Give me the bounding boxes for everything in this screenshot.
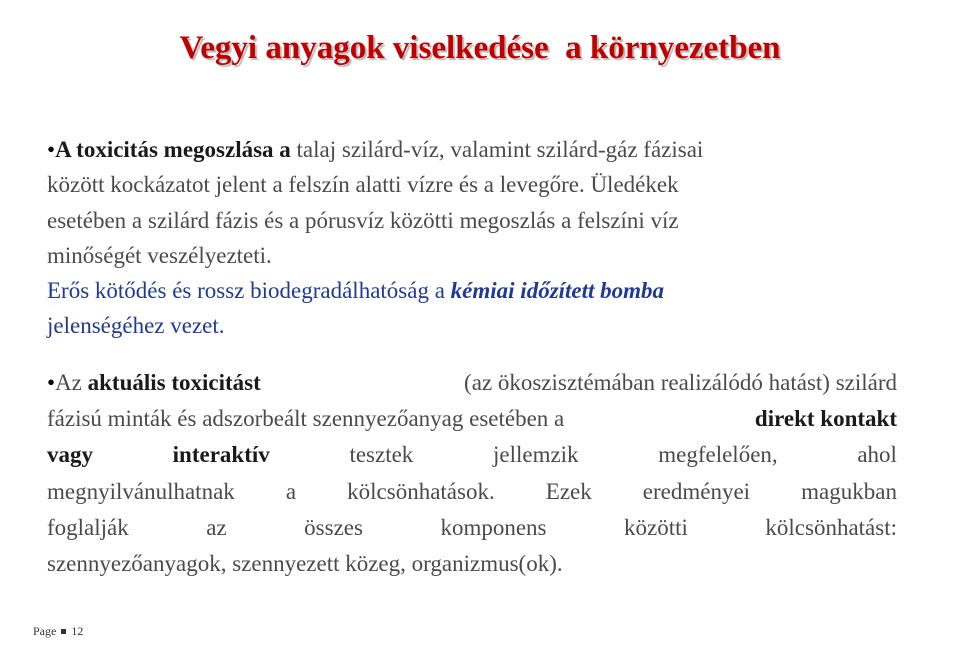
p2-word: ahol [857,442,897,468]
p1-line-5 [47,273,897,308]
p2-word: összes [304,514,363,540]
page-number: 12 [71,624,84,638]
p2-word: közötti [624,514,688,540]
p2-line-1-rest: (az ökoszisztémában realizálódó hatást) szilárd [464,370,897,395]
page-footer [33,624,83,639]
p2-line-2 [47,401,897,437]
p2-word: megnyilvánulhatnak [47,478,235,504]
p2-line-5 [47,510,897,546]
bullet-2: • [47,370,56,395]
p2-line-2-a: fázisú minták és adszorbeált szennyezőanyag esetében a [47,406,565,432]
paragraph-toxicity-distribution [47,132,897,344]
p2-word: kölcsönhatások. [347,478,495,504]
p2-word-interaktiv: interaktív [172,442,270,468]
p1-line-4: minőségét veszélyezteti. [47,242,272,268]
p2-word: az [206,514,227,540]
p1-line-2: között kockázatot jelent a felszín alatti vízre és a levegőre. Üledékek [47,172,679,198]
p2-word: Ezek [545,478,592,504]
page-label: Page [33,624,57,638]
p2-line-3 [47,437,897,473]
p2-word: megfelelően, [658,442,778,468]
square-bullet-icon [61,629,66,634]
p1-line-1-rest: talaj szilárd-víz, valamint szilárd-gáz fázisai [290,137,704,162]
p2-word: magukban [801,478,897,504]
p1-line-1 [47,132,897,167]
p2-word: foglalják [47,514,129,540]
p1-line-6: jelenségéhez vezet. [47,313,225,339]
p2-line-6: szennyezőanyagok, szennyezett közeg, organizmus(ok). [47,551,563,577]
p2-word: eredményei [642,478,751,504]
p1-line-3: esetében a szilárd fázis és a pórusvíz közötti megoszlás a felszíni víz [47,207,679,233]
p2-actual-toxicity: aktuális toxicitást [87,370,261,395]
p2-word: jellemzik [492,442,579,468]
p2-word: komponens [440,514,547,540]
p2-word: tesztek [349,442,414,468]
p2-direct-contact: direkt kontakt [754,406,897,432]
p1-line-5-start: Erős kötődés és rossz biodegradálhatóság a [47,278,451,304]
paragraph-actual-toxicity [47,365,897,582]
p2-line-4 [47,474,897,510]
p2-word-vagy: vagy [47,442,93,468]
p2-word: kölcsönhatást: [765,514,897,540]
bullet-1: • [47,137,56,162]
p2-word: a [285,478,297,504]
p1-bold-lead: A toxicitás megoszlása a [55,137,291,162]
p2-line-1 [47,365,897,401]
p2-line-1-a: Az [55,370,88,395]
p1-chemical-time-bomb: kémiai időzített bomba [450,278,665,304]
slide-title: Vegyi anyagok viselkedése a környezetben [179,30,781,66]
